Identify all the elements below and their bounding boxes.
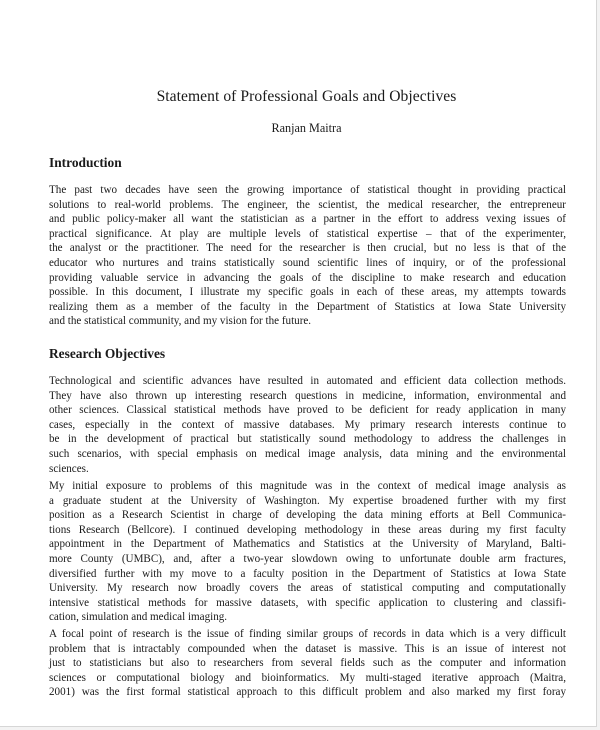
page-title: Statement of Professional Goals and Objectives [156, 88, 457, 105]
paragraph-introduction-1 [49, 183, 566, 329]
text-line: sciences. [49, 462, 89, 475]
text-line: diversified further with my move to a faculty position in the Department of Statistics at Iowa State [49, 567, 566, 580]
author-name: Ranjan Maitra [271, 121, 342, 135]
text-line: realizing them as a member of the faculty in the Department of Statistics at Iowa State University [49, 300, 566, 313]
text-line: cases, especially in the context of massive databases. My primary research interests continue to [49, 418, 566, 431]
section-heading-introduction: Introduction [49, 155, 122, 170]
text-line: the analyst or the practitioner. The need for the researcher is then crucial, but no less is that of the [49, 242, 566, 255]
text-line: just to statisticians but also to researchers from several fields such as the computer and information [49, 657, 566, 670]
text-line: appointment in the Department of Mathematics and Statistics at the University of Maryland, Balti- [49, 538, 566, 551]
text-line: practical significance. At play are multiple levels of statistical expertise – that of the experimenter, [49, 227, 566, 240]
text-line: They have also thrown up interesting research questions in medicine, information, environmental and [49, 389, 566, 402]
text-line: a graduate student at the University of Washington. My expertise broadened further with my first [49, 494, 566, 507]
text-line: educator who nurtures and trains statistically sound scientific lines of inquiry, or of the professional [49, 256, 566, 269]
text-line: A focal point of research is the issue of finding similar groups of records in data which is a very difficult [49, 628, 566, 640]
section-heading-research-objectives: Research Objectives [49, 346, 166, 361]
text-line: more County (UMBC), and, after a two-year slowdown owing to unfortunate double arm fractures, [49, 552, 566, 565]
text-line: sciences or computational biology and bioinformatics. My multi-staged iterative approach (Maitra, [49, 671, 566, 684]
text-line: be in the development of practical but statistically sound methodology to address the challenges in [49, 433, 566, 446]
text-line: providing valuable service in advancing the goals of the discipline to make research and education [49, 271, 566, 284]
text-line: such scenarios, with special emphasis on medical image analysis, data mining and the environmental [49, 447, 566, 460]
paragraph-research-3 [49, 627, 566, 700]
text-line: position as a Research Scientist in charge of developing the data mining efforts at Bell Communica- [49, 509, 566, 522]
text-line: University. My research now broadly covers the areas of statistical computing and computationally [49, 582, 566, 595]
text-line: problem that is intractably compounded when the dataset is massive. This is an issue of interest not [49, 642, 566, 655]
text-line: intensive statistical methods for massive datasets, with specific application to clustering and classifi- [49, 596, 566, 609]
text-line: My initial exposure to problems of this magnitude was in the context of medical image analysis as [49, 480, 566, 492]
text-line: solutions to real-world problems. The engineer, the scientist, the medical researcher, the entrepreneur [49, 198, 566, 211]
text-line: and the statistical community, and my vision for the future. [49, 315, 312, 328]
text-line: 2001) was the first formal statistical approach to this difficult problem and also marked my first foray [49, 686, 566, 699]
text-line: Technological and scientific advances have resulted in automated and efficient data collection methods. [49, 375, 566, 387]
text-line: and public policy-maker all want the statistician as a partner in the effort to address vexing issues of [49, 213, 566, 226]
text-line: cation, simulation and medical imaging. [49, 611, 228, 624]
paragraph-research-1 [49, 374, 566, 476]
paragraph-research-2 [49, 479, 566, 625]
text-line: tions Research (Bellcore). I continued developing methodology in these areas during my first faculty [49, 523, 566, 536]
text-line: other sciences. Classical statistical methods have proved to be deficient for ready application in many [49, 404, 566, 417]
text-line: The past two decades have seen the growing importance of statistical thought in providing practical [49, 184, 566, 196]
text-line: possible. In this document, I illustrate my specific goals in each of these areas, my attempts towards [49, 286, 566, 299]
